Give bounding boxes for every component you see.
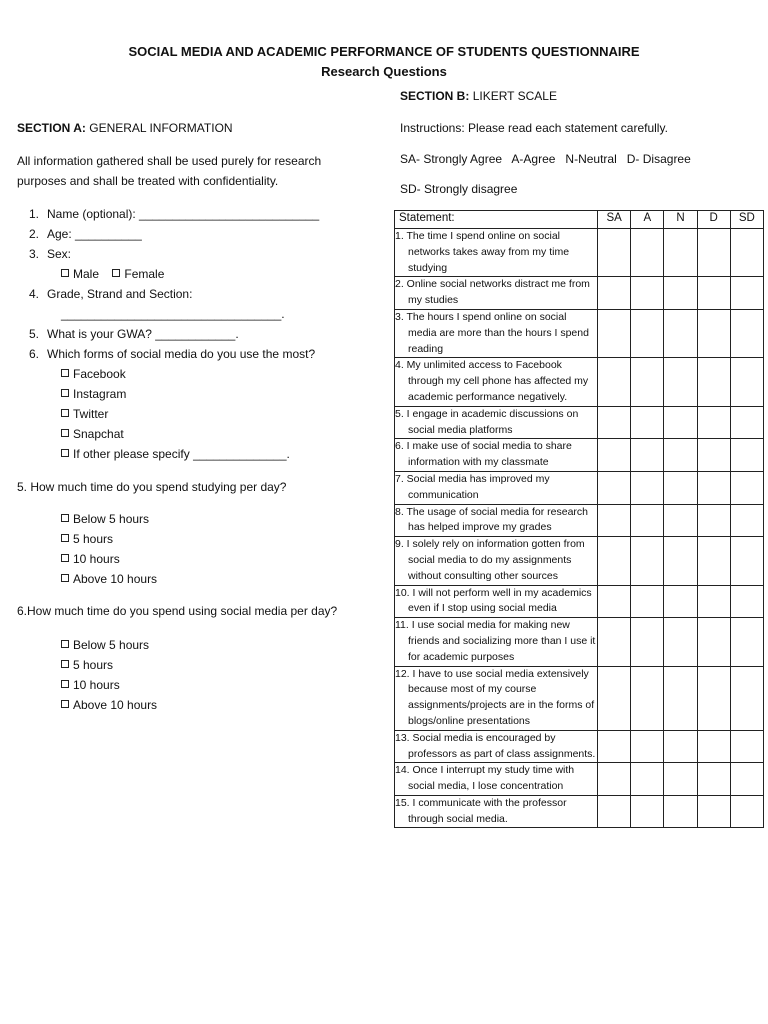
section-a-heading [17,118,233,138]
checkbox-icon[interactable] [61,640,69,648]
info-item-4 [17,284,192,304]
option-label: Above 10 hours [73,572,158,586]
rating-cell-a[interactable] [631,277,664,310]
rating-cell-n[interactable] [664,406,697,439]
table-row [395,309,764,357]
sex-option-female[interactable] [112,267,164,281]
likert-table [394,210,764,828]
statement-text: 3. The hours I spend online on social media are more than the hours I spend reading [395,310,589,355]
rating-cell-n[interactable] [664,795,697,828]
statement-cell [395,406,598,439]
rating-cell-sd[interactable] [730,309,763,357]
statement-text: 2. Online social networks distract me from my studies [395,278,590,307]
statement-cell [395,585,598,618]
option-label: Facebook [73,367,126,381]
table-row [395,504,764,537]
rating-cell-sa[interactable] [598,309,631,357]
rating-cell-sd[interactable] [730,763,763,796]
statement-cell [395,277,598,310]
column-header-a: A [631,211,664,229]
rating-cell-a[interactable] [631,406,664,439]
social-time-question: 6.How much time do you spend using social media per day? [17,604,338,618]
table-row [395,795,764,828]
gwa-field-label[interactable]: What is your GWA? ____________. [47,327,239,341]
rating-cell-d[interactable] [697,763,730,796]
rating-cell-a[interactable] [631,358,664,406]
option-label: 10 hours [73,552,120,566]
rating-cell-sd[interactable] [730,537,763,585]
rating-cell-n[interactable] [664,358,697,406]
statement-text: 7. Social media has improved my communication [395,472,550,501]
table-row [395,763,764,796]
table-row [395,406,764,439]
rating-cell-n[interactable] [664,763,697,796]
rating-cell-n[interactable] [664,618,697,666]
rating-cell-sa[interactable] [598,585,631,618]
section-b-title: LIKERT SCALE [472,89,557,103]
statement-text: 12. I have to use social media extensively because most of my course assignments/projects are in the forms of blogs/online presentations [395,667,595,727]
study-option-5[interactable] [61,529,157,549]
rating-cell-a[interactable] [631,309,664,357]
option-label: 5 hours [73,532,114,546]
rating-cell-n[interactable] [664,504,697,537]
statement-cell [395,618,598,666]
rating-cell-n[interactable] [664,277,697,310]
rating-cell-sa[interactable] [598,618,631,666]
rating-cell-n[interactable] [664,666,697,730]
table-row [395,585,764,618]
checkbox-icon[interactable] [61,449,69,457]
study-time-options [61,509,157,589]
option-label: Twitter [73,407,109,421]
rating-cell-a[interactable] [631,439,664,472]
info-item-5 [17,324,239,344]
rating-cell-n[interactable] [664,439,697,472]
info-item-1 [17,204,319,224]
statement-text: 1. The time I spend online on social networks takes away from my time studying [395,230,570,274]
grade-field-label: Grade, Strand and Section: [47,287,193,301]
statement-text: 10. I will not perform well in my academics even if I stop using social media [395,586,592,615]
social-option-5[interactable] [61,655,157,675]
statement-text: 13. Social media is encouraged by professors as part of class assignments. [395,731,596,760]
info-item-number: 2. [28,227,39,241]
rating-cell-n[interactable] [664,537,697,585]
table-row [395,537,764,585]
social-media-options [61,364,290,464]
rating-cell-sa[interactable] [598,795,631,828]
option-label: 10 hours [73,678,120,692]
rating-cell-sa[interactable] [598,229,631,277]
checkbox-icon[interactable] [61,514,69,522]
checkbox-icon[interactable] [61,409,69,417]
rating-cell-n[interactable] [664,471,697,504]
rating-cell-sd[interactable] [730,585,763,618]
statement-cell [395,730,598,763]
rating-cell-sd[interactable] [730,795,763,828]
rating-cell-d[interactable] [697,309,730,357]
rating-cell-sd[interactable] [730,277,763,310]
likert-legend-line-2: SD- Strongly disagree [400,182,518,196]
section-a-label: SECTION A: [17,121,86,135]
rating-cell-sa[interactable] [598,730,631,763]
column-header-sd: SD [730,211,763,229]
checkbox-icon[interactable] [61,429,69,437]
section-b-instructions: Instructions: Please read each statement carefully. [400,121,668,135]
section-b-label: SECTION B: [400,89,470,103]
likert-legend-line-1: SA- Strongly Agree A-Agree N-Neutral D- Disagree [400,152,691,166]
checkbox-icon[interactable] [61,269,69,277]
social-option-10[interactable] [61,675,157,695]
statement-cell [395,763,598,796]
column-header-statement: Statement: [395,211,598,229]
rating-cell-d[interactable] [697,504,730,537]
rating-cell-sd[interactable] [730,229,763,277]
column-header-n: N [664,211,697,229]
rating-cell-sa[interactable] [598,504,631,537]
study-time-question: 5. How much time do you spend studying per day? [17,480,287,494]
document-title: SOCIAL MEDIA AND ACADEMIC PERFORMANCE OF STUDENTS QUESTIONNAIRE [128,44,640,59]
option-label: Above 10 hours [73,698,158,712]
rating-cell-d[interactable] [697,358,730,406]
rating-cell-n[interactable] [664,229,697,277]
rating-cell-d[interactable] [697,537,730,585]
statement-cell [395,439,598,472]
social-option-below-5[interactable] [61,635,157,655]
table-row [395,666,764,730]
rating-cell-sa[interactable] [598,406,631,439]
rating-cell-a[interactable] [631,795,664,828]
info-item-number: 3. [28,247,39,261]
rating-cell-sd[interactable] [730,504,763,537]
table-row [395,618,764,666]
statement-cell [395,471,598,504]
statement-text: 11. I use social media for making new friends and socializing more than I use it for academic purposes [395,619,596,663]
rating-cell-sa[interactable] [598,277,631,310]
rating-cell-sa[interactable] [598,471,631,504]
statement-cell [395,229,598,277]
rating-cell-n[interactable] [664,730,697,763]
statement-cell [395,309,598,357]
statement-cell [395,666,598,730]
rating-cell-a[interactable] [631,504,664,537]
checkbox-icon[interactable] [61,660,69,668]
social-option-above-10[interactable] [61,695,157,715]
table-row [395,229,764,277]
rating-cell-sd[interactable] [730,471,763,504]
table-row [395,439,764,472]
sex-field-label: Sex: [47,247,72,261]
option-label: Below 5 hours [73,638,150,652]
rating-cell-sa[interactable] [598,358,631,406]
rating-cell-a[interactable] [631,763,664,796]
statement-text: 4. My unlimited access to Facebook through my cell phone has affected my academic performance negatively. [395,359,589,403]
option-label: Below 5 hours [73,512,150,526]
study-option-above-10[interactable] [61,569,157,589]
rating-cell-d[interactable] [697,229,730,277]
statement-text: 5. I engage in academic discussions on social media platforms [395,407,579,436]
rating-cell-a[interactable] [631,666,664,730]
info-item-number: 1. [28,207,39,221]
rating-cell-sd[interactable] [730,406,763,439]
checkbox-icon[interactable] [61,680,69,688]
checkbox-icon[interactable] [61,534,69,542]
table-row [395,471,764,504]
rating-cell-sd[interactable] [730,358,763,406]
checkbox-icon[interactable] [61,369,69,377]
statement-text: 8. The usage of social media for research has helped improve my grades [395,505,588,534]
statement-cell [395,358,598,406]
option-label: Instagram [73,387,127,401]
rating-cell-a[interactable] [631,537,664,585]
rating-cell-d[interactable] [697,439,730,472]
rating-cell-d[interactable] [697,277,730,310]
rating-cell-d[interactable] [697,406,730,439]
rating-cell-a[interactable] [631,585,664,618]
rating-cell-a[interactable] [631,730,664,763]
section-b-heading [400,86,557,106]
option-snapchat[interactable] [61,424,290,444]
column-header-sa: SA [598,211,631,229]
grade-field-blank[interactable]: _________________________________. [61,307,285,321]
option-label: Snapchat [73,427,124,441]
table-row [395,277,764,310]
option-twitter[interactable] [61,404,290,424]
statement-text: 15. I communicate with the professor through social media. [395,796,567,825]
rating-cell-d[interactable] [697,666,730,730]
option-instagram[interactable] [61,384,290,404]
statement-cell [395,504,598,537]
rating-cell-sa[interactable] [598,537,631,585]
rating-cell-sd[interactable] [730,439,763,472]
rating-cell-sa[interactable] [598,763,631,796]
info-item-2 [17,224,142,244]
option-other[interactable] [61,444,290,464]
social-media-question: Which forms of social media do you use the most? [47,347,316,361]
option-label: 5 hours [73,658,114,672]
statement-text: 6. I make use of social media to share information with my classmate [395,440,572,469]
rating-cell-d[interactable] [697,471,730,504]
study-option-10[interactable] [61,549,157,569]
sex-option-label: Male [73,267,100,281]
document-subtitle: Research Questions [321,64,447,79]
table-row [395,730,764,763]
statement-cell [395,537,598,585]
rating-cell-n[interactable] [664,309,697,357]
checkbox-icon[interactable] [112,269,120,277]
info-item-number: 6. [28,347,39,361]
option-facebook[interactable] [61,364,290,384]
table-row [395,358,764,406]
rating-cell-a[interactable] [631,618,664,666]
info-item-6 [17,344,315,364]
info-item-number: 4. [28,287,39,301]
sex-option-male[interactable] [61,267,99,281]
document-title-block [0,42,768,82]
info-item-3 [17,244,71,264]
sex-options [61,264,164,284]
rating-cell-sd[interactable] [730,618,763,666]
name-field-label[interactable]: Name (optional): ___________________________ [47,207,320,221]
rating-cell-n[interactable] [664,585,697,618]
rating-cell-sd[interactable] [730,666,763,730]
age-field-label[interactable]: Age: __________ [47,227,142,241]
rating-cell-a[interactable] [631,471,664,504]
rating-cell-a[interactable] [631,229,664,277]
sex-option-label: Female [124,267,165,281]
info-item-number: 5. [28,327,39,341]
section-a-title: GENERAL INFORMATION [89,121,233,135]
rating-cell-d[interactable] [697,618,730,666]
section-a-intro: All information gathered shall be used purely for research purposes and shall be treated with confidentiality. [17,154,322,188]
rating-cell-sa[interactable] [598,666,631,730]
option-label: If other please specify ______________. [73,447,290,461]
rating-cell-d[interactable] [697,795,730,828]
social-time-options [61,635,157,715]
rating-cell-d[interactable] [697,585,730,618]
statement-cell [395,795,598,828]
likert-header-row [395,211,764,229]
column-header-d: D [697,211,730,229]
rating-cell-sa[interactable] [598,439,631,472]
rating-cell-d[interactable] [697,730,730,763]
rating-cell-sd[interactable] [730,730,763,763]
checkbox-icon[interactable] [61,554,69,562]
checkbox-icon[interactable] [61,700,69,708]
checkbox-icon[interactable] [61,574,69,582]
statement-text: 14. Once I interrupt my study time with social media, I lose concentration [395,764,575,793]
study-option-below-5[interactable] [61,509,157,529]
statement-text: 9. I solely rely on information gotten from social media to do my assignments without consulting other sources [395,538,585,582]
checkbox-icon[interactable] [61,389,69,397]
